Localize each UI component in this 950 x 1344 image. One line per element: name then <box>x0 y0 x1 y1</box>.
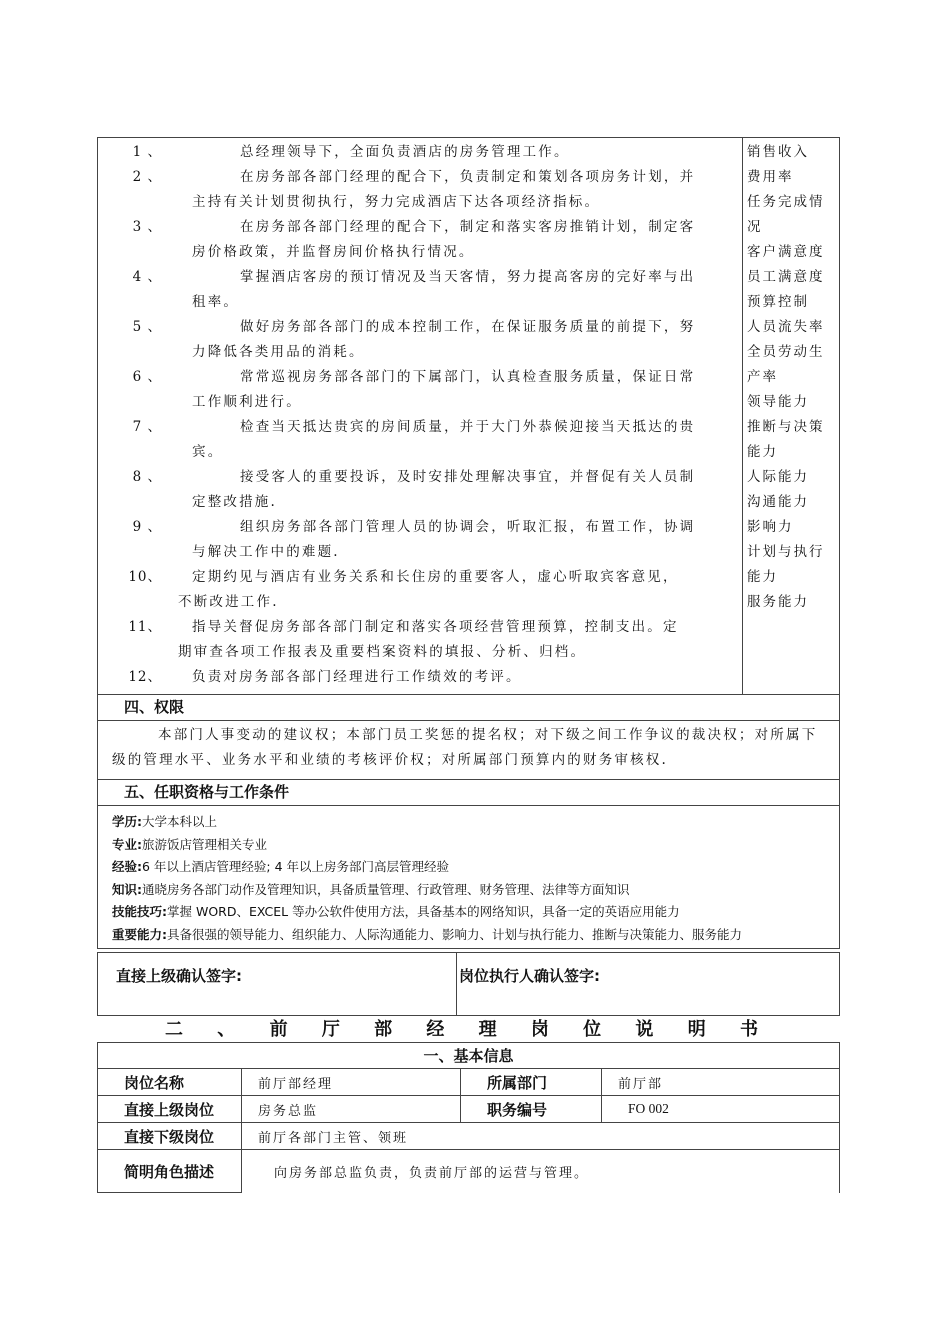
duty-text <box>192 140 738 165</box>
duty-item <box>106 165 738 215</box>
kpi-line: 任务完成情 <box>747 194 825 210</box>
duty-first-line: 检查当天抵达贵宾的房间质量，并于大门外恭候迎接当天抵达的贵 <box>240 419 696 435</box>
kpi-line: 全员劳动生 <box>747 344 825 360</box>
duty-number: 1 、 <box>132 144 162 160</box>
duty-first-line: 总经理领导下，全面负责酒店的房务管理工作。 <box>240 144 570 160</box>
position-label: 岗位名称 <box>98 1069 242 1096</box>
duty-continuation: 期审查各项工作报表及重要档案资料的填报、分析、归档。 <box>178 644 587 660</box>
kpi-line: 推断与决策 <box>747 419 825 435</box>
basic-info-header: 一、基本信息 <box>98 1043 840 1069</box>
duty-text <box>192 265 738 315</box>
duty-list <box>106 140 738 690</box>
duty-text <box>178 665 738 690</box>
superior-label: 直接上级岗位 <box>98 1096 242 1123</box>
qual-label: 重要能力: <box>112 926 167 942</box>
subordinate-value: 前厅各部门主管、领班 <box>242 1123 840 1150</box>
duty-number: 8 、 <box>132 469 162 485</box>
role-value: 向房务部总监负责，负责前厅部的运营与管理。 <box>242 1150 840 1193</box>
executor-signature[interactable]: 岗位执行人确认签字: <box>457 953 840 1016</box>
basic-info-table <box>97 1042 840 1193</box>
code-label: 职务编号 <box>461 1096 602 1123</box>
department-label: 所属部门 <box>461 1069 602 1096</box>
qual-knowledge <box>112 879 839 902</box>
kpi-line: 能力 <box>747 444 778 460</box>
duty-item <box>106 465 738 515</box>
kpi-line: 人际能力 <box>747 469 809 485</box>
duty-text <box>192 365 738 415</box>
kpi-line: 销售收入 <box>747 144 809 160</box>
authority-text: 本部门人事变动的建议权；本部门员工奖惩的提名权；对下级之间工作争议的裁决权；对所属下级的管理水平、业务水平和业绩的考核评价权；对所属部门预算内的财务审核权. <box>98 721 840 780</box>
kpi-cell <box>743 138 840 695</box>
duty-text <box>192 465 738 515</box>
duty-text <box>178 565 738 615</box>
duty-item <box>106 415 738 465</box>
duty-first-line: 组织房务部各部门管理人员的协调会，听取汇报，布置工作，协调 <box>240 519 696 535</box>
duty-continuation: 主持有关计划贯彻执行，努力完成酒店下达各项经济指标。 <box>192 194 601 210</box>
duty-text <box>192 315 738 365</box>
qual-label: 知识: <box>112 881 142 897</box>
duty-continuation: 不断改进工作. <box>178 594 279 610</box>
duty-continuation: 工作顺利进行。 <box>192 394 302 410</box>
qual-education <box>112 811 839 834</box>
duty-number: 11、 <box>128 619 162 635</box>
duty-number: 6 、 <box>132 369 162 385</box>
qual-label: 专业: <box>112 836 142 852</box>
kpi-list <box>747 140 839 615</box>
kpi-line: 领导能力 <box>747 394 809 410</box>
duty-item <box>106 515 738 565</box>
duty-continuation: 租率。 <box>192 294 240 310</box>
qual-text: 旅游饭店管理相关专业 <box>142 836 268 852</box>
section-title: 二 、 前 厅 部 经 理 岗 位 说 明 书 <box>165 1019 772 1040</box>
duty-first-line: 掌握酒店客房的预订情况及当天客情，努力提高客房的完好率与出 <box>240 269 696 285</box>
duty-continuation: 房价格政策，并监督房间价格执行情况。 <box>192 244 475 260</box>
responsibilities-table <box>97 137 840 949</box>
qual-label: 经验: <box>112 859 142 874</box>
duty-text <box>192 165 738 215</box>
duty-continuation: 宾。 <box>192 444 224 460</box>
qual-text: 大学本科以上 <box>142 814 218 829</box>
superior-value: 房务总监 <box>242 1096 461 1123</box>
kpi-line: 人员流失率 <box>747 319 825 335</box>
duty-item <box>106 215 738 265</box>
duty-item <box>106 665 738 690</box>
duty-first-line: 接受客人的重要投诉，及时安排处理解决事宜，并督促有关人员制 <box>240 469 696 485</box>
kpi-line: 费用率 <box>747 169 794 185</box>
qual-text: 通晓房务各部门动作及管理知识，具备质量管理、行政管理、财务管理、法律等方面知识 <box>142 881 630 897</box>
kpi-line: 预算控制 <box>747 294 809 310</box>
duty-number: 3 、 <box>132 219 162 235</box>
duty-number: 12、 <box>128 669 162 685</box>
duty-item <box>106 140 738 165</box>
duty-number: 4 、 <box>132 269 162 285</box>
duty-first-line: 常常巡视房务部各部门的下属部门，认真检查服务质量，保证日常 <box>240 369 696 385</box>
kpi-line: 计划与执行 <box>747 544 825 560</box>
kpi-line: 沟通能力 <box>747 494 809 510</box>
qualifications-cell <box>98 806 840 949</box>
kpi-line: 员工满意度 <box>747 269 825 285</box>
qual-abilities <box>98 924 839 947</box>
duty-first-line: 做好房务部各部门的成本控制工作，在保证服务质量的前提下，努 <box>240 319 696 335</box>
qual-skills <box>112 901 839 924</box>
kpi-line: 产率 <box>747 369 778 385</box>
qual-text: 6 年以上酒店管理经验; 4 年以上房务部门高层管理经验 <box>142 859 450 874</box>
signature-table <box>97 952 840 1016</box>
qual-label: 技能技巧: <box>112 904 167 919</box>
duty-continuation: 与解决工作中的难题. <box>192 544 340 560</box>
duty-continuation: 定整改措施. <box>192 494 277 510</box>
duty-item <box>106 365 738 415</box>
qualifications-title: 五、任职资格与工作条件 <box>98 780 840 806</box>
authority-title: 四、权限 <box>98 695 840 721</box>
role-label: 简明角色描述 <box>98 1150 242 1193</box>
code-value: FO 002 <box>602 1096 840 1123</box>
kpi-line: 况 <box>747 219 763 235</box>
duty-text <box>192 215 738 265</box>
qual-text: 具备很强的领导能力、组织能力、人际沟通能力、影响力、计划与执行能力、推断与决策能力、服务能力 <box>167 926 743 942</box>
duty-first-line: 在房务部各部门经理的配合下，制定和落实客房推销计划，制定客 <box>240 219 696 235</box>
duty-item <box>106 315 738 365</box>
duty-number: 7 、 <box>132 419 162 435</box>
kpi-line: 客户满意度 <box>747 244 825 260</box>
qual-experience <box>112 856 839 879</box>
duty-first-line: 定期约见与酒店有业务关系和长住房的重要客人，虚心听取宾客意见， <box>192 569 679 585</box>
duty-item <box>106 265 738 315</box>
qual-text: 掌握 WORD、EXCEL 等办公软件使用方法，具备基本的网络知识，具备一定的英语应用能力 <box>167 904 680 919</box>
duty-first-line: 负责对房务部各部门经理进行工作绩效的考评。 <box>192 669 522 685</box>
duty-item <box>106 565 738 615</box>
duty-continuation: 力降低各类用品的消耗。 <box>192 344 365 360</box>
kpi-line: 服务能力 <box>747 594 809 610</box>
duty-text <box>192 515 738 565</box>
supervisor-signature[interactable]: 直接上级确认签字: <box>98 953 457 1016</box>
subordinate-label: 直接下级岗位 <box>98 1123 242 1150</box>
position-value: 前厅部经理 <box>242 1069 461 1096</box>
qual-major <box>112 834 839 857</box>
duty-text <box>192 415 738 465</box>
duty-first-line: 指导关督促房务部各部门制定和落实各项经营管理预算，控制支出。定 <box>192 619 679 635</box>
kpi-line: 影响力 <box>747 519 794 535</box>
duty-text <box>178 615 738 665</box>
qual-label: 学历: <box>112 814 142 829</box>
duty-number: 2 、 <box>132 169 162 185</box>
duty-first-line: 在房务部各部门经理的配合下，负责制定和策划各项房务计划，并 <box>240 169 696 185</box>
duty-number: 5 、 <box>132 319 162 335</box>
duty-item <box>106 615 738 665</box>
department-value: 前厅部 <box>602 1069 840 1096</box>
duties-cell <box>98 138 743 695</box>
duty-number: 9 、 <box>132 519 162 535</box>
duty-number: 10、 <box>128 569 162 585</box>
kpi-line: 能力 <box>747 569 778 585</box>
